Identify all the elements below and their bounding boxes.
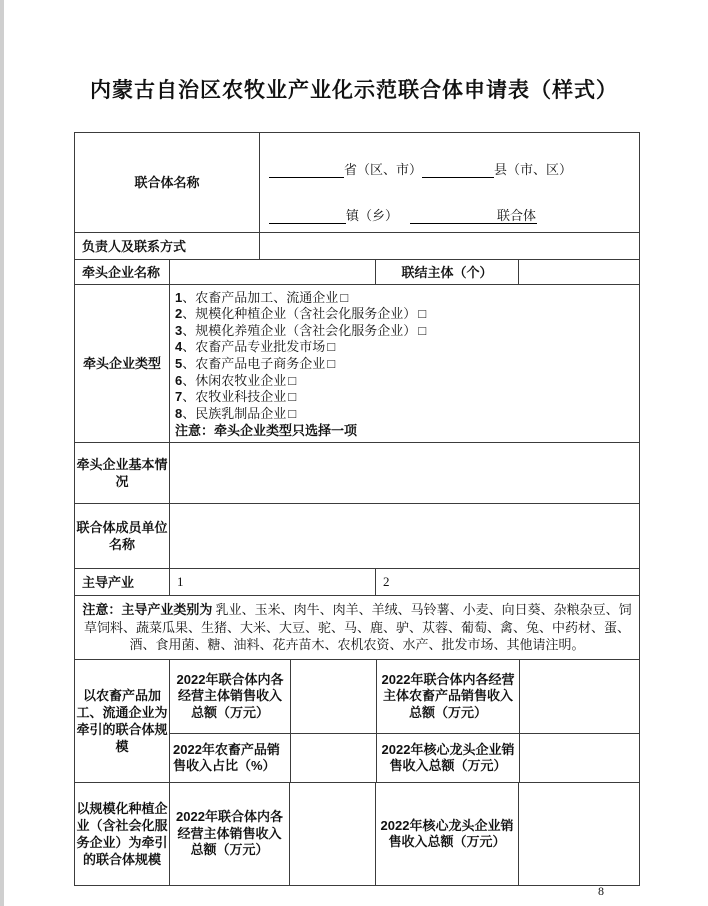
table-row-lead-basic	[75, 442, 639, 503]
processing-subrow-2	[170, 733, 639, 782]
checkbox-icon[interactable]: □	[327, 339, 336, 355]
members-label: 联合体成员单位名称	[76, 520, 168, 552]
checkbox-icon[interactable]: □	[340, 289, 349, 305]
main-industry-col1[interactable]: 1	[169, 569, 375, 595]
planting-core-enterprise-revenue-input[interactable]	[518, 783, 639, 885]
table-row-industry-note	[75, 595, 639, 659]
metric-core-enterprise-revenue-input[interactable]	[519, 734, 639, 782]
lead-name-label: 牵头企业名称	[82, 264, 161, 280]
table-row-contact	[75, 232, 639, 259]
lead-type-option: 5、农畜产品电子商务企业 □	[175, 356, 336, 371]
lead-basic-input-cell[interactable]	[169, 443, 639, 503]
section-processing-label: 以农畜产品加工、流通企业为牵引的联合体规模	[76, 688, 168, 754]
industry-note	[75, 596, 639, 659]
lead-name-input-cell[interactable]	[169, 260, 375, 284]
planting-core-enterprise-revenue-label: 2022年核心龙头企业销售收入总额（万元）	[375, 783, 518, 885]
table-section-planting	[75, 782, 639, 885]
lead-type-option: 7、农牧业科技企业 □	[175, 389, 297, 405]
contact-input-cell[interactable]	[259, 233, 639, 259]
metric-total-revenue-label: 2022年联合体内各经营主体销售收入总额（万元）	[176, 671, 284, 720]
table-row-lead-type	[75, 284, 639, 442]
industry-note-bold: 注意：主导产业类别为	[82, 602, 213, 617]
lead-type-options	[169, 285, 639, 442]
contact-label: 负责人及联系方式	[82, 238, 187, 254]
page-title: 内蒙古自治区农牧业产业化示范联合体申请表（样式）	[90, 78, 618, 102]
lead-basic-label: 牵头企业基本情况	[76, 457, 168, 489]
metric-core-enterprise-revenue-label: 2022年核心龙头企业销售收入总额（万元）	[376, 734, 519, 782]
linked-entities-label: 联结主体（个）	[375, 260, 518, 284]
planting-total-revenue-input[interactable]	[289, 783, 375, 885]
industry-note-text: 乳业、玉米、肉牛、肉羊、羊绒、马铃薯、小麦、向日葵、杂粮杂豆、饲草饲料、蔬菜瓜果、生猪、大米、大豆、驼、马、鹿、驴、苁蓉、葡萄、禽、兔、中药材、蛋、酒、食用菌、糖、油料、花卉苗木、农机农资、水产、批发市场、其他请注明。	[83, 602, 632, 652]
checkbox-icon[interactable]: □	[418, 306, 427, 322]
table-section-processing	[75, 659, 639, 782]
consortium-name-line1	[269, 159, 633, 178]
checkbox-icon[interactable]: □	[327, 356, 336, 371]
consortium-name-line2	[269, 205, 633, 224]
county-blank-field[interactable]	[422, 163, 494, 178]
main-industry-label: 主导产业	[82, 574, 135, 590]
metric-total-revenue-input[interactable]	[290, 660, 376, 733]
town-blank-field[interactable]	[269, 209, 346, 224]
application-form-table	[74, 132, 640, 886]
members-input-cell[interactable]	[169, 504, 639, 568]
lead-type-option: 6、休闲农牧业企业 □	[175, 372, 297, 388]
linked-entities-input-cell[interactable]	[518, 260, 639, 284]
checkbox-icon[interactable]: □	[288, 405, 297, 421]
checkbox-icon[interactable]: □	[288, 389, 297, 405]
processing-subrow-1	[170, 660, 639, 733]
checkbox-icon[interactable]: □	[288, 372, 297, 388]
metric-revenue-ratio-label: 2022年农畜产品销售收入占比（%）	[173, 741, 280, 773]
section-planting-label: 以规模化种植企业（含社会化服务企业）为牵引的联合体规模	[76, 801, 168, 867]
consortium-blank-field[interactable]	[410, 209, 496, 224]
metric-agri-product-revenue-label: 2022年联合体内各经营主体农畜产品销售收入总额（万元）	[376, 660, 519, 733]
consortium-name-label: 联合体名称	[134, 175, 200, 190]
lead-type-label: 牵头企业类型	[82, 356, 161, 371]
table-row-lead-name	[75, 259, 639, 284]
province-label: 省（区、市）	[344, 162, 423, 177]
scrollbar[interactable]	[0, 0, 4, 906]
metric-revenue-ratio-input[interactable]	[290, 734, 376, 782]
main-industry-col2[interactable]: 2	[375, 569, 639, 595]
lead-type-option: 1、农畜产品加工、流通企业 □	[175, 289, 349, 305]
lead-type-option: 2、规模化种植企业（含社会化服务企业） □	[175, 306, 427, 322]
lead-type-option: 8、民族乳制品企业 □	[175, 405, 297, 421]
county-label: 县（市、区）	[494, 162, 573, 177]
consortium-name-field[interactable]	[259, 133, 639, 232]
lead-type-note: 注意：牵头企业类型只选择一项	[175, 423, 358, 439]
lead-type-option: 4、农畜产品专业批发市场 □	[175, 339, 336, 355]
table-row-members	[75, 503, 639, 568]
planting-total-revenue-label: 2022年联合体内各经营主体销售收入总额（万元）	[169, 783, 289, 885]
page-number: 8	[598, 884, 604, 898]
metric-agri-product-revenue-input[interactable]	[519, 660, 639, 733]
town-label: 镇（乡）	[346, 208, 399, 223]
table-row-consortium-name	[75, 133, 639, 232]
table-row-main-industry	[75, 568, 639, 595]
consortium-suffix-label: 联合体	[497, 208, 537, 223]
checkbox-icon[interactable]: □	[418, 322, 427, 338]
lead-type-option: 3、规模化养殖企业（含社会化服务企业） □	[175, 322, 427, 338]
province-blank-field[interactable]	[269, 163, 344, 178]
